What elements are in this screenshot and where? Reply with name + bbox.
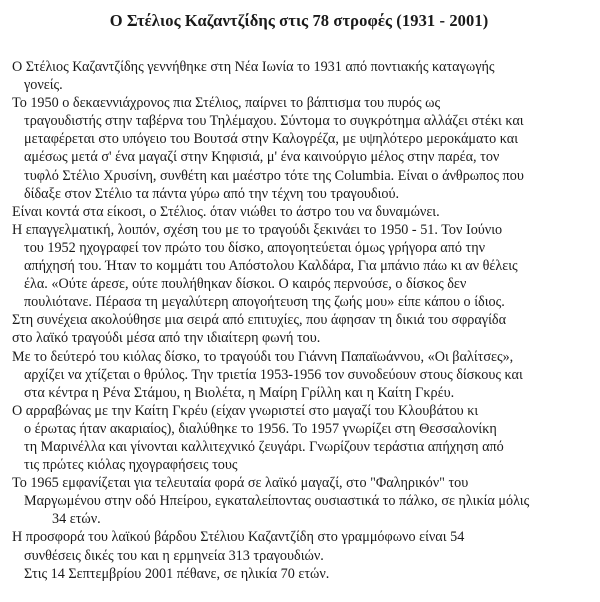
- text-line: Στη συνέχεια ακολούθησε μια σειρά από επιτυχίες, που άφησαν τη δικιά του σφραγίδα: [12, 312, 507, 329]
- text-line: Η προσφορά του λαϊκού βάρδου Στέλιου Καζαντζίδη στο γραμμόφωνο είναι 54: [12, 529, 465, 546]
- text-line: Με το δεύτερό του κιόλας δίσκο, το τραγούδι του Γιάννη Παπαϊωάννου, «Οι βαλίτσες»,: [12, 348, 514, 365]
- text-line: του 1952 ηχογραφεί τον πρώτο του δίσκο, απογοητεύεται όμως γρήγορα από την: [24, 239, 486, 256]
- text-line: ο έρωτας ήταν ακαριαίος), διαλύθηκε το 1956. Το 1957 γνωρίζει στη Θεσσαλονίκη: [24, 420, 497, 437]
- text-line: τις πρώτες κιόλας ηχογραφήσεις τους: [24, 457, 238, 474]
- text-line: έλα. «Ούτε άρεσε, ούτε πουλήθηκαν δίσκοι. Ο καιρός περνούσε, ο δίσκος δεν: [24, 276, 467, 293]
- text-line: Είναι κοντά στα είκοσι, ο Στέλιος. όταν νιώθει το άστρο του να δυναμώνει.: [12, 203, 440, 220]
- text-line: αμέσως μετά σ' ένα μαγαζί στην Κηφισιά, μ' ένα καινούργιο μέλος στην παρέα, τον: [24, 149, 500, 166]
- text-line: συνθέσεις δικές του και η ερμηνεία 313 τραγουδιών.: [24, 547, 324, 564]
- text-line: τυφλό Στέλιο Χρυσίνη, συνθέτη και μαέστρο τότε της Columbia. Είναι ο άνθρωπος που: [24, 167, 524, 184]
- text-line: στα κέντρα η Ρένα Στάμου, η Βιολέτα, η Μαίρη Γρίλλη και η Καίτη Γκρέυ.: [24, 384, 455, 401]
- text-line: μεταφέρεται στο υπόγειο του Βουτσά στην Καλογρέζα, με υψηλότερο μεροκάματο και: [24, 131, 519, 148]
- text-line: Μαργωμένου στην οδό Ηπείρου, εγκαταλείποντας ουσιαστικά το πάλκο, σε ηλικία μόλις: [24, 493, 530, 510]
- text-line: Ο αρραβώνας με την Καίτη Γκρέυ (είχαν γνωριστεί στο μαγαζί του Κλουβάτου κι: [12, 402, 479, 419]
- document-title: Ο Στέλιος Καζαντζίδης στις 78 στροφές (1931 - 2001): [109, 11, 489, 30]
- text-line: γονείς.: [24, 77, 63, 94]
- document-body: [12, 58, 586, 583]
- text-line: Στις 14 Σεπτεμβρίου 2001 πέθανε, σε ηλικία 70 ετών.: [24, 565, 330, 582]
- text-line: στο λαϊκό τραγούδι μέσα από την ιδιαίτερη φωνή του.: [12, 330, 321, 347]
- text-line: τη Μαρινέλλα και γίνονται καλλιτεχνικό ζευγάρι. Γνωρίζουν τεράστια απήχηση από: [24, 438, 504, 455]
- text-line: 34 ετών.: [52, 511, 101, 528]
- text-line: δίδαξε στον Στέλιο τα πάντα γύρω από την τέχνη του τραγουδιού.: [24, 185, 400, 202]
- text-line: απήχησή του. Ήταν το κομμάτι του Απόστολου Καλδάρα, Για μπάνιο πάω κι αν θέλεις: [24, 258, 518, 275]
- text-line: Το 1965 εμφανίζεται για τελευταία φορά σε λαϊκό μαγαζί, στο "Φαληρικόν" του: [12, 475, 469, 492]
- text-line: αρχίζει να χτίζεται ο θρύλος. Την τριετία 1953-1956 τον συνοδεύουν στους δίσκους και: [24, 366, 523, 383]
- text-line: Ο Στέλιος Καζαντζίδης γεννήθηκε στη Νέα Ιωνία το 1931 από ποντιακής καταγωγής: [12, 59, 495, 75]
- text-line: Το 1950 ο δεκαεννιάχρονος πια Στέλιος, παίρνει το βάπτισμα του πυρός ως: [12, 95, 441, 112]
- text-line: τραγουδιστής στην ταβέρνα του Τηλέμαχου. Σύντομα το συγκρότημα αλλάζει στέκι και: [24, 113, 524, 130]
- text-line: πουλιότανε. Πέρασα τη μεγαλύτερη απογοήτευση της ζωής μου» είπε κάπου ο ίδιος.: [24, 294, 505, 311]
- text-line: Η επαγγελματική, λοιπόν, σχέση του με το τραγούδι ξεκινάει το 1950 - 51. Τον Ιούνιο: [12, 221, 503, 238]
